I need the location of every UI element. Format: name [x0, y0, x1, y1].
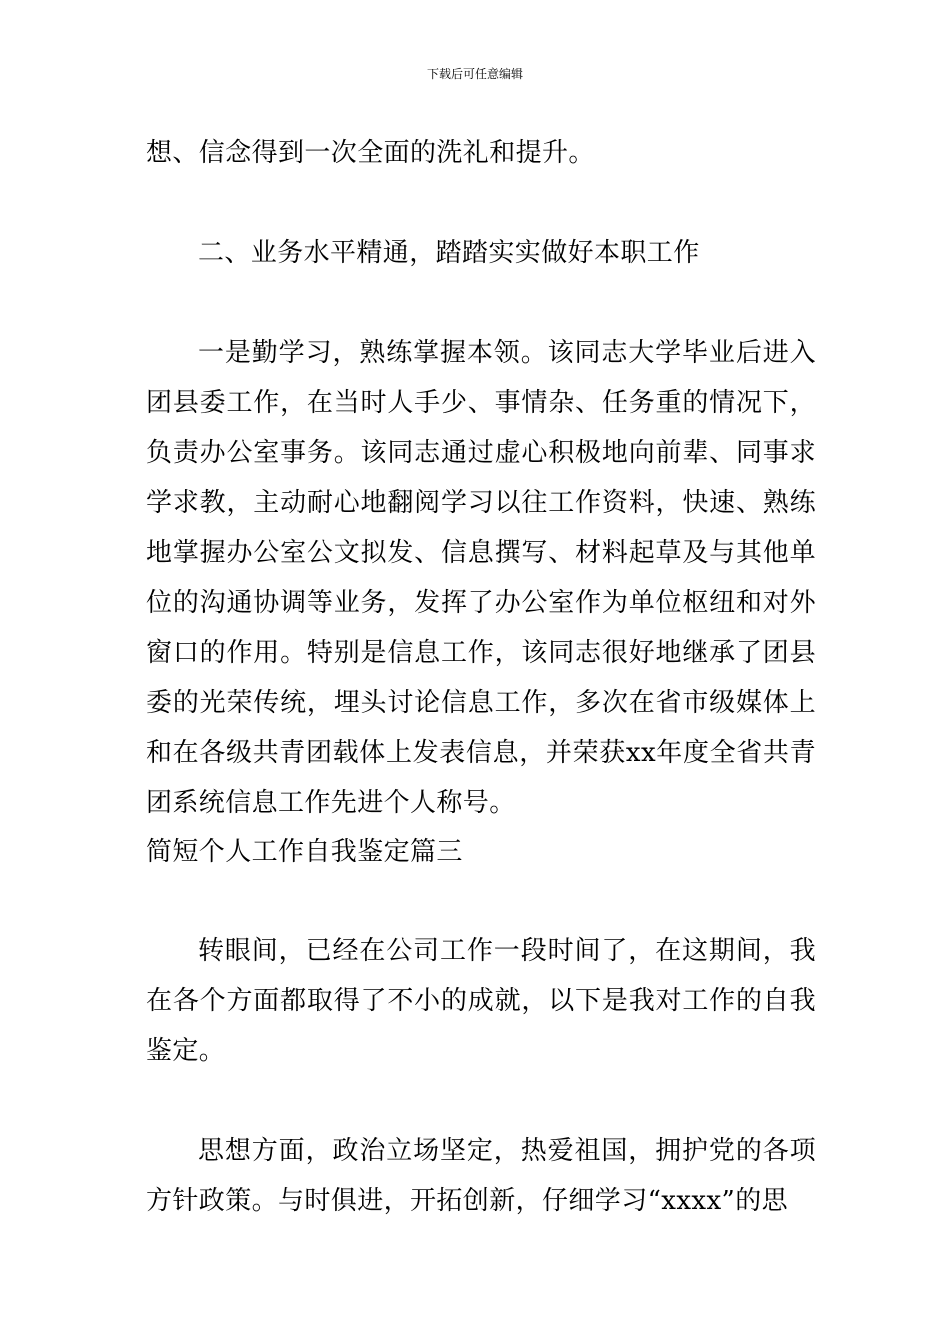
- paragraph-gap: [146, 178, 816, 228]
- paragraph-continuation: 想、信念得到一次全面的洗礼和提升。: [146, 138, 595, 168]
- paragraph-gap: [146, 876, 816, 926]
- document-body: [146, 128, 816, 1226]
- page-header: 下载后可任意编辑: [426, 67, 523, 81]
- paragraph-thought: 思想方面，政治立场坚定，热爱祖国，拥护党的各项方针政策。与时俱进，开拓创新，仔细学习“xxxx”的思: [146, 1136, 816, 1216]
- paragraph-study: 一是勤学习，熟练掌握本领。该同志大学毕业后进入团县委工作，在当时人手少、事情杂、任务重的情况下，负责办公室事务。该同志通过虚心积极地向前辈、同事求学求教，主动耐心地翻阅学习以往工作资料，快速、熟练地掌握办公室公文拟发、信息撰写、材料起草及与其他单位的沟通协调等业务，发挥了办公室作为单位枢纽和对外窗口的作用。特别是信息工作，该同志很好地继承了团县委的光荣传统，埋头讨论信息工作，多次在省市级媒体上和在各级共青团载体上发表信息，并荣获xx年度全省共青团系统信息工作先进个人称号。: [146, 338, 816, 818]
- section-heading: 二、业务水平精通，踏踏实实做好本职工作: [198, 238, 700, 268]
- paragraph-gap: [146, 278, 816, 328]
- article-title: 简短个人工作自我鉴定篇三: [146, 837, 463, 867]
- paragraph-intro: 转眼间，已经在公司工作一段时间了，在这期间，我在各个方面都取得了不小的成就，以下是我对工作的自我鉴定。: [146, 936, 816, 1066]
- paragraph-gap: [146, 1076, 816, 1126]
